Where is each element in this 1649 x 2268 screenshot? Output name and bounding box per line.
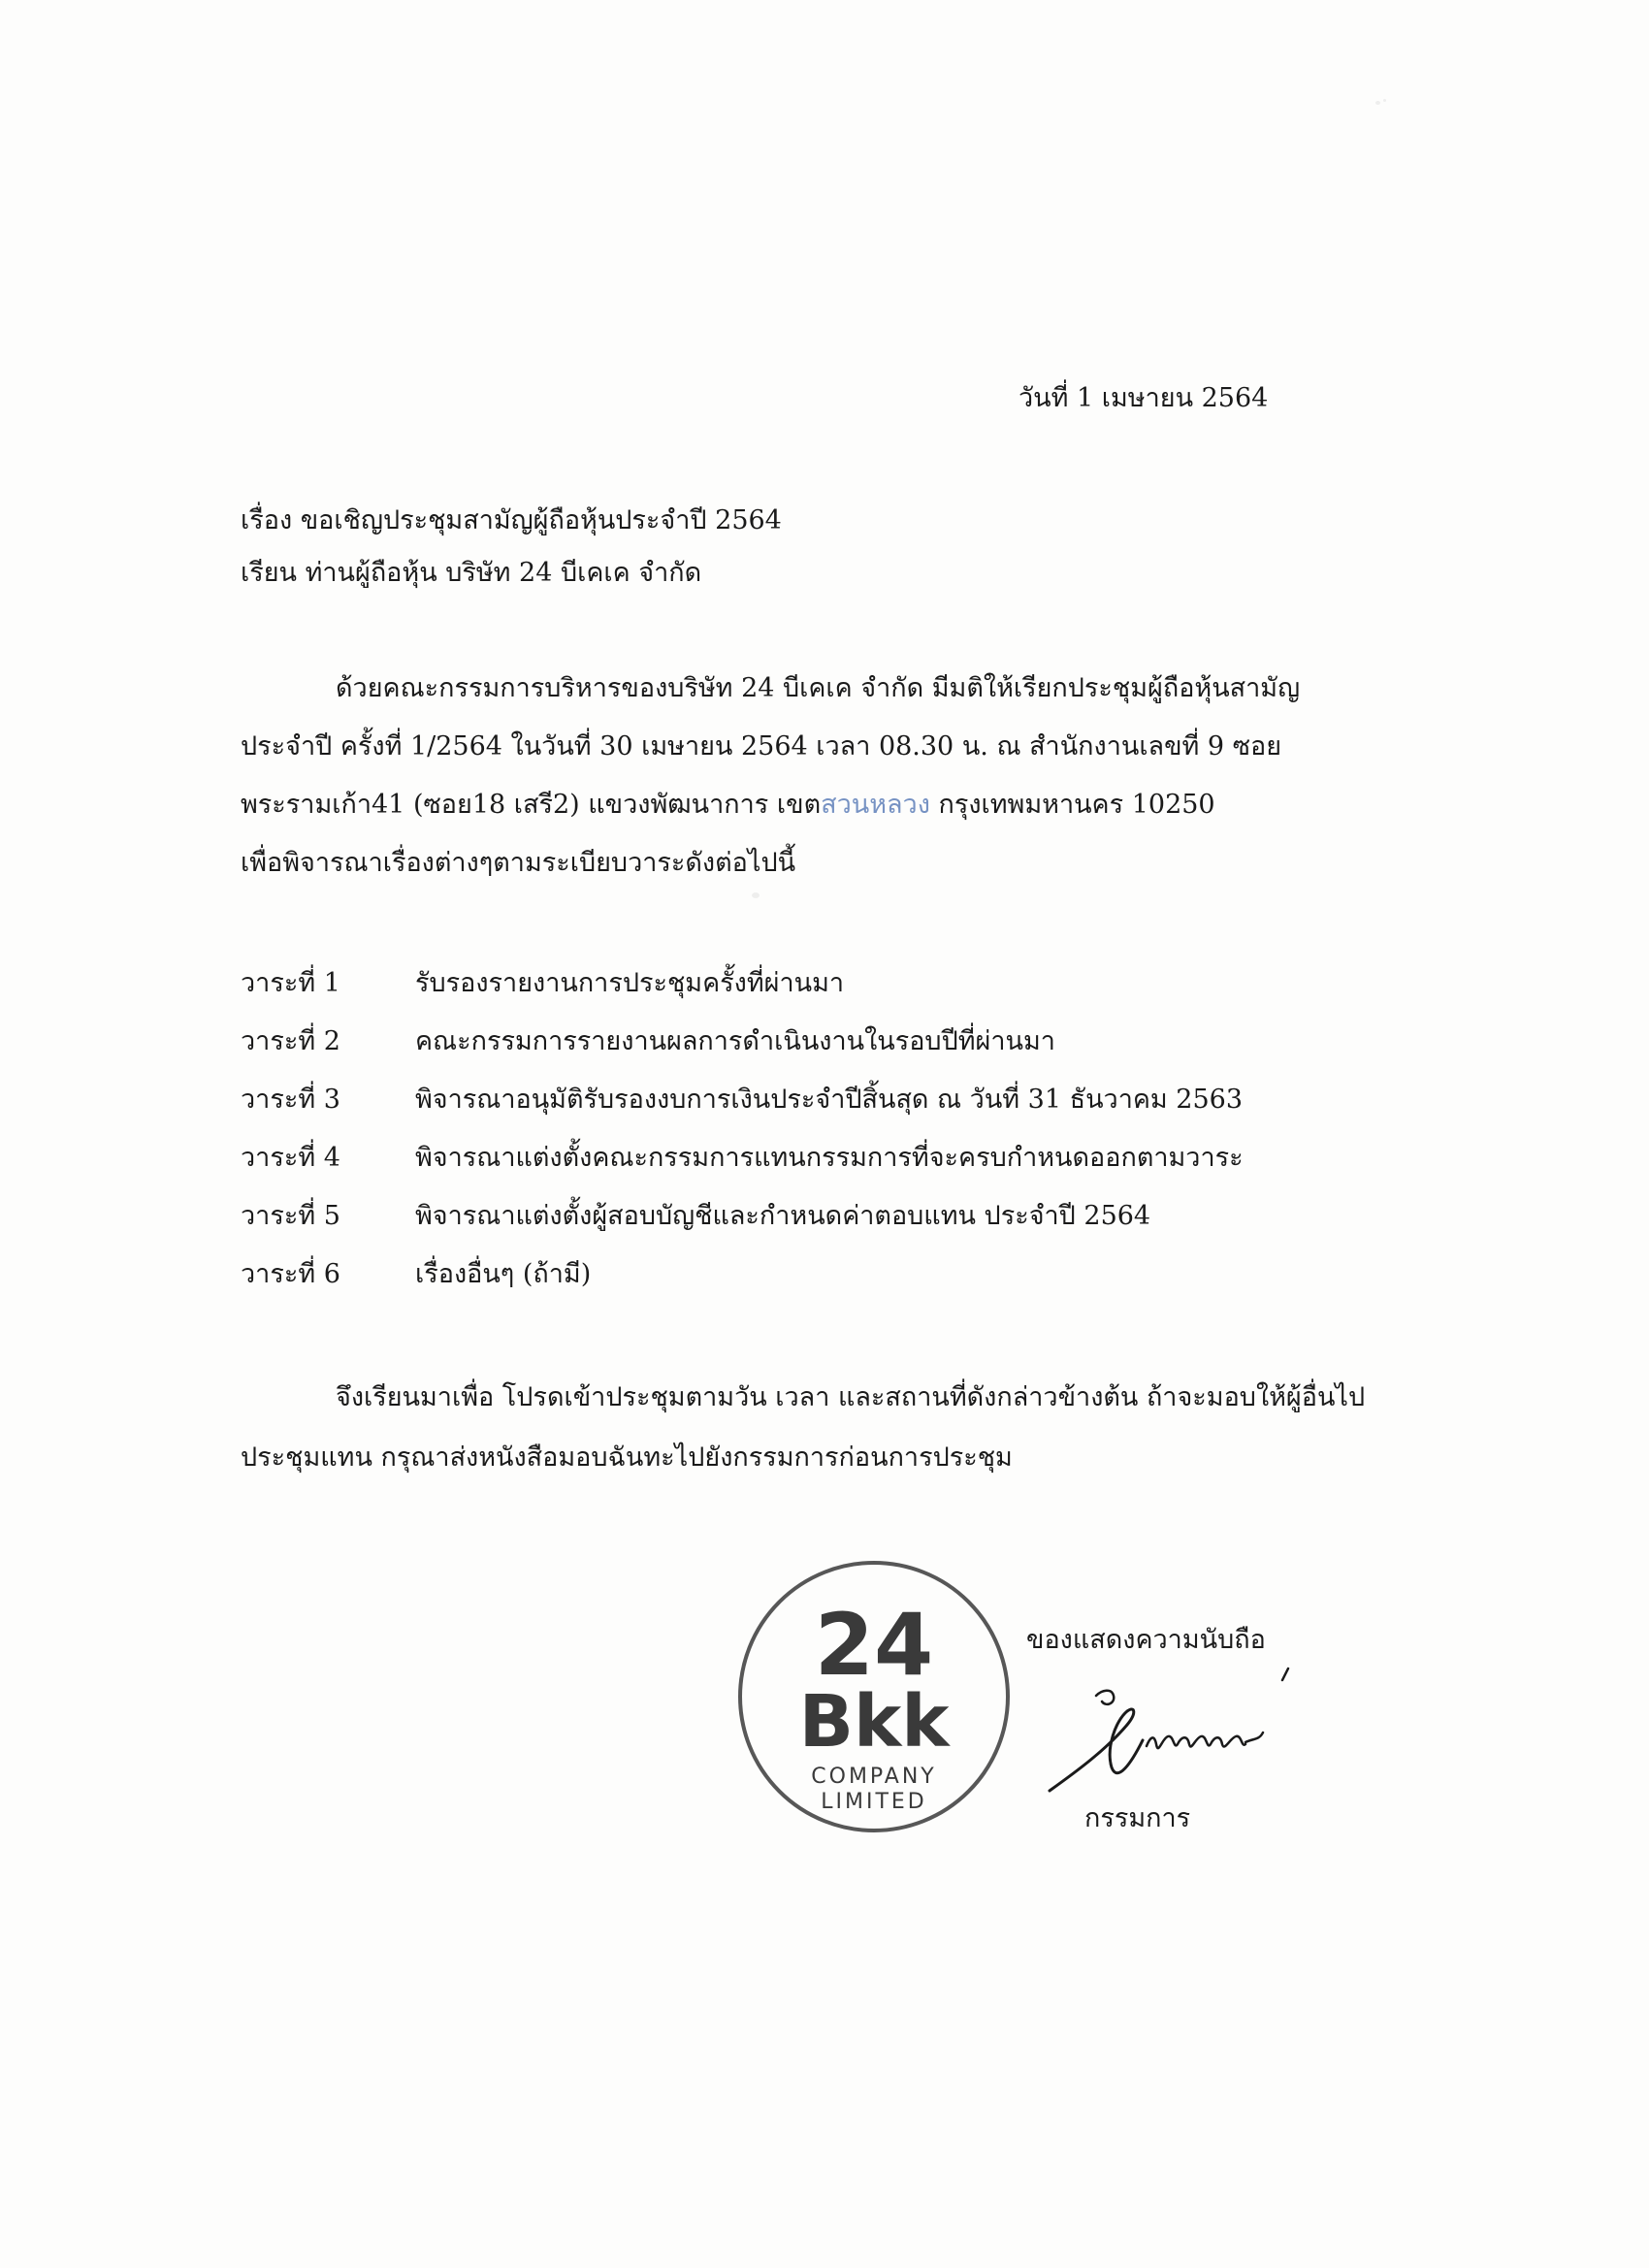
agenda-number: วาระที่ 6	[241, 1258, 340, 1289]
seal-number: 24	[814, 1595, 934, 1695]
body-line-2: ประจำปี ครั้งที่ 1/2564 ในวันที่ 30 เมษายน 2564 เวลา 08.30 น. ณ สำนักงานเลขที่ 9 ซอย	[241, 731, 1282, 761]
agenda-text: เรื่องอื่นๆ (ถ้ามี)	[415, 1258, 592, 1289]
body-line-3-start: พระรามเก้า41 (ซอย18 เสรี2) แขวงพัฒนาการ เขต	[241, 790, 822, 820]
stamped-district: สวนหลวง	[821, 790, 930, 820]
agenda-list	[241, 953, 1244, 1302]
letter-header	[241, 495, 782, 599]
letter-subject: เรื่อง ขอเชิญประชุมสามัญผู้ถือหุ้นประจำปี 2564	[241, 505, 782, 535]
letter-body	[241, 660, 1385, 892]
seal-company: COMPANY	[811, 1765, 937, 1789]
agenda-number: วาระที่ 2	[241, 1025, 340, 1056]
letter-date: วันที่ 1 เมษายน 2564	[1018, 383, 1269, 413]
letter-closing	[241, 1368, 1424, 1488]
company-seal-icon	[733, 1556, 1015, 1837]
agenda-number: วาระที่ 4	[241, 1142, 340, 1173]
scan-speck	[1383, 99, 1386, 102]
agenda-item	[241, 953, 1244, 1011]
agenda-text: พิจารณาอนุมัติรับรองงบการเงินประจำปีสิ้นสุด ณ วันที่ 31 ธันวาคม 2563	[415, 1084, 1244, 1115]
agenda-text: รับรองรายงานการประชุมครั้งที่ผ่านมา	[415, 967, 845, 998]
agenda-item	[241, 1011, 1244, 1069]
body-line-3-end: กรุงเทพมหานคร 10250	[929, 790, 1215, 820]
closing-line-2: ประชุมแทน กรุณาส่งหนังสือมอบฉันทะไปยังกรรมการก่อนการประชุม	[241, 1442, 1013, 1473]
seal-bkk: Bkk	[798, 1680, 950, 1764]
agenda-text: พิจารณาแต่งตั้งคณะกรรมการแทนกรรมการที่จะครบกำหนดออกตามวาระ	[415, 1142, 1244, 1173]
body-line-3	[241, 776, 1385, 834]
body-line-4: เพื่อพิจารณาเรื่องต่างๆตามระเบียบวาระดังต่อไปนี้	[241, 848, 796, 878]
signature-icon	[1038, 1667, 1310, 1812]
agenda-text: พิจารณาแต่งตั้งผู้สอบบัญชีและกำหนดค่าตอบแทน ประจำปี 2564	[415, 1200, 1151, 1231]
body-line-1: ด้วยคณะกรรมการบริหารของบริษัท 24 บีเคเค จำกัด มีมติให้เรียกประชุมผู้ถือหุ้นสามัญ	[336, 673, 1301, 703]
agenda-item	[241, 1069, 1244, 1127]
letter-regards: ของแสดงความนับถือ	[1026, 1625, 1266, 1655]
agenda-number: วาระที่ 5	[241, 1200, 340, 1231]
signer-title: กรรมการ	[1084, 1803, 1191, 1833]
closing-line-1: จึงเรียนมาเพื่อ โปรดเข้าประชุมตามวัน เวลา และสถานที่ดังกล่าวข้างต้น ถ้าจะมอบให้ผู้อื่นไป	[336, 1382, 1366, 1412]
agenda-text: คณะกรรมการรายงานผลการดำเนินงานในรอบปีที่ผ่านมา	[415, 1025, 1055, 1056]
scan-speck	[1375, 101, 1380, 105]
scan-speck	[752, 892, 760, 898]
agenda-item	[241, 1185, 1244, 1244]
agenda-number: วาระที่ 3	[241, 1084, 340, 1115]
agenda-item	[241, 1127, 1244, 1185]
letter-recipient: เรียน ท่านผู้ถือหุ้น บริษัท 24 บีเคเค จำกัด	[241, 558, 702, 588]
seal-limited: LIMITED	[821, 1790, 927, 1814]
agenda-number: วาระที่ 1	[241, 967, 340, 998]
agenda-item	[241, 1244, 1244, 1302]
